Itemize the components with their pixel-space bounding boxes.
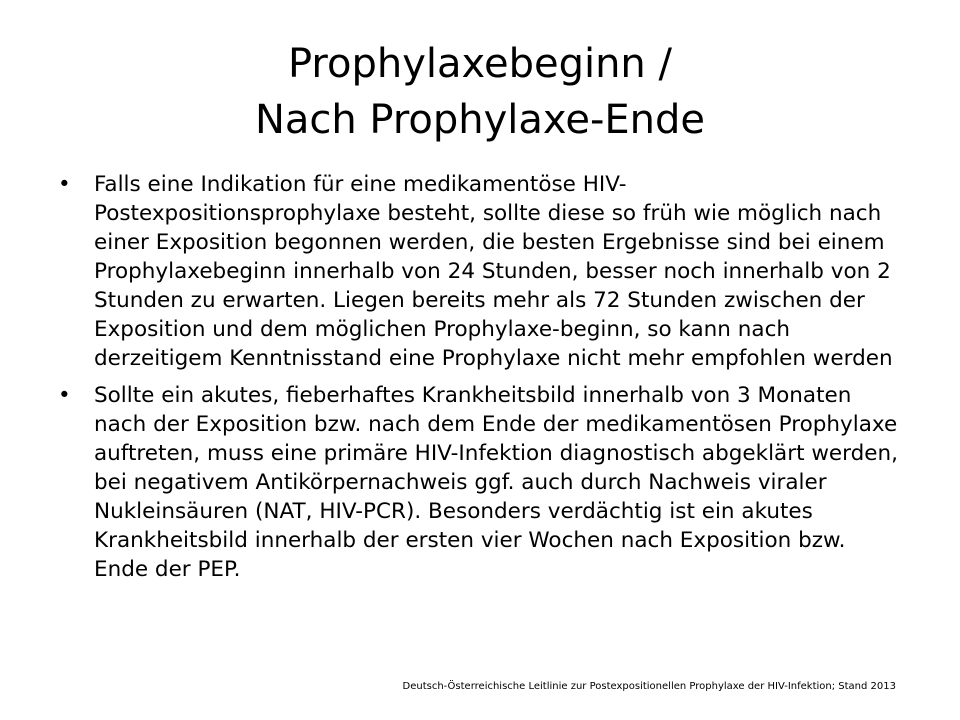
title-line-1: Prophylaxebeginn / bbox=[288, 41, 672, 87]
slide-title bbox=[60, 36, 900, 148]
bullet-text: Sollte ein akutes, fieberhaftes Krankheitsbild innerhalb von 3 Monaten nach der Exposition bzw. nach dem Ende der medikamentösen Prophylaxe auftreten, muss eine primäre HIV-Infektion diagnostisch abgeklärt werden, bei negativem Antikörpernachweis ggf. auch durch Nachweis viraler Nukleinsäuren (NAT, HIV-PCR). Besonders verdächtig ist ein akutes Krankheitsbild innerhalb der ersten vier Wochen nach Exposition bzw. Ende der PEP. bbox=[94, 383, 898, 582]
title-line-2: Nach Prophylaxe-Ende bbox=[254, 97, 706, 143]
bullet-text: Falls eine Indikation für eine medikamentöse HIV-Postexpositionsprophylaxe besteht, sollte diese so früh wie möglich nach einer Exposition begonnen werden, die besten Ergebnisse sind bei einem Prophylaxebeginn innerhalb von 24 Stunden, besser noch innerhalb von 2 Stunden zu erwarten. Liegen bereits mehr als 72 Stunden zwischen der Exposition und dem möglichen Prophylaxe-beginn, so kann nach derzeitigem Kenntnisstand eine Prophylaxe nicht mehr empfohlen werden bbox=[94, 172, 893, 371]
bullet-item-after-prophylaxis bbox=[58, 381, 906, 584]
bullet-icon: • bbox=[58, 383, 71, 408]
bullet-item-prophylaxis-start bbox=[58, 170, 906, 373]
slide-footer: Deutsch-Österreichische Leitlinie zur Postexpositionellen Prophylaxe der HIV-Infektion; Stand 2013 bbox=[402, 681, 896, 692]
bullet-list bbox=[58, 170, 906, 592]
bullet-icon: • bbox=[58, 172, 71, 197]
